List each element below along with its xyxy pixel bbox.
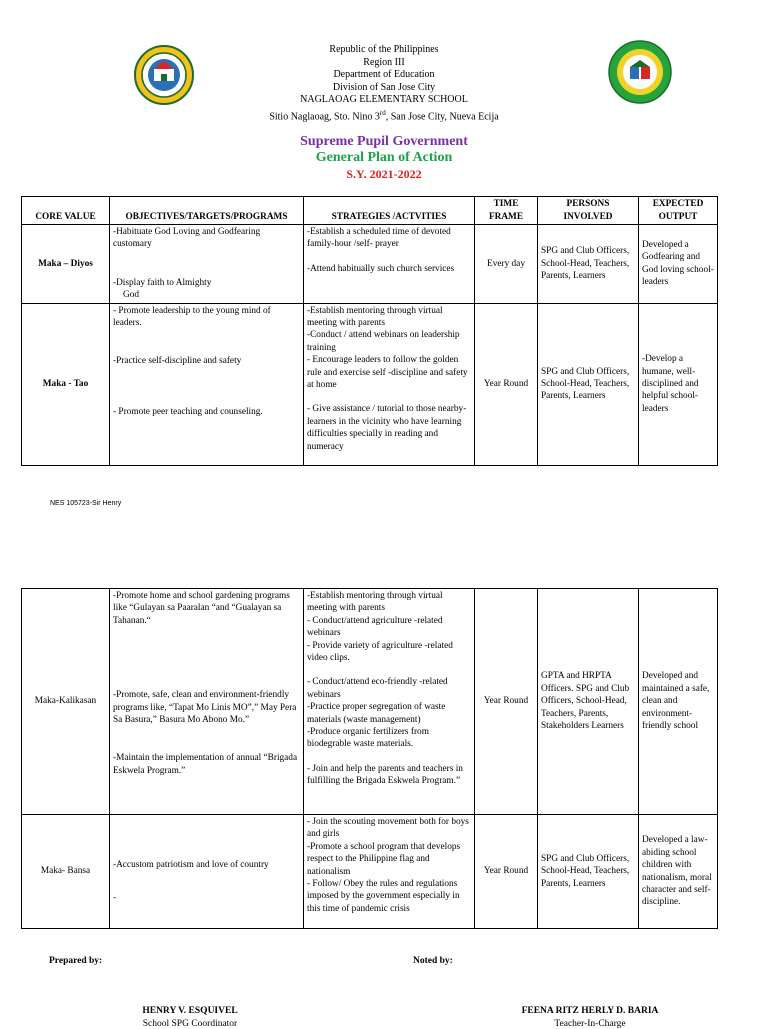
persons-cell: SPG and Club Officers, School-Head, Teachers, Parents, Learners xyxy=(538,303,639,465)
objective-text: -Promote, safe, clean and environment-friendly programs like, “Tapat Mo Linis MO”,” May Pera Sa Basura,” Basura Mo Abono Mo.” xyxy=(113,690,297,726)
prepared-by-label: Prepared by: xyxy=(49,956,103,966)
header-strategies: STRATEGIES /ACTVITIES xyxy=(304,197,475,225)
header-division: Division of San Jose City xyxy=(332,81,436,93)
strategy-text: -Promote a school program that develops respect to the Philippine flag and nationalism xyxy=(307,841,461,877)
strategy-text: - Follow/ Obey the rules and regulations imposed by the government especially in this time of pandemic crisis xyxy=(307,879,460,914)
core-value-cell: Maka-Kalikasan xyxy=(22,589,110,815)
objective-text: -Display faith to Almighty xyxy=(113,277,212,288)
strategy-text: - Encourage leaders to follow the golden rule and exercise self -discipline and safety at home xyxy=(307,355,468,391)
strategies-cell xyxy=(304,303,475,465)
table-header-row xyxy=(22,197,718,225)
objective-text: - Promote leadership to the young mind of leaders. xyxy=(113,305,271,329)
objective-text: -Accustom patriotism and love of country xyxy=(113,860,269,871)
objective-text: -Promote home and school gardening programs like “Gulayan sa Paaralan “and “Gualayan sa Tahanan.“ xyxy=(113,591,290,626)
header-republic: Republic of the Philippines xyxy=(329,44,439,55)
letterhead xyxy=(0,44,768,123)
strategies-cell xyxy=(304,225,475,304)
output-cell: Developed a Godfearing and God loving school-leaders xyxy=(639,225,718,304)
objective-text: -Maintain the implementation of annual “Brigada Eskwela Program.” xyxy=(113,753,298,776)
objectives-cell xyxy=(110,225,304,304)
prepared-by-role: School SPG Coordinator xyxy=(142,1019,238,1029)
time-frame-cell: Year Round xyxy=(475,815,538,929)
strategies-cell xyxy=(304,589,475,815)
noted-by-role: Teacher-In-Charge xyxy=(554,1019,626,1029)
strategy-text: -Practice proper segregation of waste materials (waste management) xyxy=(307,702,446,725)
document-subtitle: General Plan of Action xyxy=(315,150,453,165)
strategy-text: -Establish mentoring through virtual meeting with parents xyxy=(307,591,443,614)
header-region: Region III xyxy=(363,56,405,68)
strategy-text: -Establish a scheduled time of devoted family-hour /self- prayer xyxy=(307,227,451,250)
persons-cell: SPG and Club Officers, School-Head, Teachers, Parents, Learners xyxy=(538,815,639,929)
objective-text: - Promote peer teaching and counseling. xyxy=(113,406,263,417)
strategy-text: - Provide variety of agriculture -related video clips. xyxy=(307,640,453,664)
output-cell: Developed and maintained a safe, clean and environment-friendly school xyxy=(639,589,718,815)
header-expected-output: EXPECTED OUTPUT xyxy=(639,197,718,225)
strategy-text: - Conduct/attend agriculture -related webinars xyxy=(307,615,443,639)
objectives-cell xyxy=(110,303,304,465)
prepared-by-name: HENRY V. ESQUIVEL xyxy=(142,1006,238,1016)
header-department: Department of Education xyxy=(333,69,435,80)
output-cell: Developed a law-abiding school children with nationalism, moral character and self-discipline. xyxy=(639,815,718,929)
time-frame-cell: Year Round xyxy=(475,303,538,465)
header-objectives: OBJECTIVES/TARGETS/PROGRAMS xyxy=(110,197,304,225)
noted-by-name: FEENA RITZ HERLY D. BARIA xyxy=(521,1006,659,1016)
strategy-text: -Produce organic fertilizers from biodegrable waste materials. xyxy=(307,727,429,750)
strategy-text: - Join and help the parents and teachers in fulfilling the Brigada Eskwela Program.” xyxy=(307,763,463,787)
time-frame-cell: Every day xyxy=(475,225,538,304)
table-row xyxy=(22,815,718,929)
objectives-cell xyxy=(110,589,304,815)
objective-text: -Practice self-discipline and safety xyxy=(113,356,242,367)
strategy-text: -Conduct / attend webinars on leadership training xyxy=(307,330,460,353)
core-value-cell: Maka – Diyos xyxy=(22,225,110,304)
objective-text: God xyxy=(123,290,140,301)
persons-cell: GPTA and HRPTA Officers. SPG and Club Officers, School-Head, Teachers, Parents, Stakeholders Learners xyxy=(538,589,639,815)
persons-cell: SPG and Club Officers, School-Head, Teachers, Parents, Learners xyxy=(538,225,639,304)
core-value-cell: Maka- Bansa xyxy=(22,815,110,929)
table-row xyxy=(22,303,718,465)
table-row xyxy=(22,589,718,815)
strategy-text: -Attend habitually such church services xyxy=(307,263,455,274)
strategy-text: - Conduct/attend eco-friendly -related webinars xyxy=(307,677,448,700)
table-row xyxy=(22,225,718,304)
strategy-text: - Give assistance / tutorial to those nearby- learners in the vicinity who have learning difficulties specially in reading and numeracy xyxy=(307,404,467,452)
strategy-text: - Join the scouting movement both for boys and girls xyxy=(307,817,469,840)
noted-by-label: Noted by: xyxy=(413,956,453,966)
header-time-frame: TIME FRAME xyxy=(475,197,538,225)
output-cell: -Develop a humane, well-disciplined and helpful school-leaders xyxy=(639,303,718,465)
core-value-cell: Maka - Tao xyxy=(22,303,110,465)
plan-table-part2 xyxy=(21,588,718,929)
plan-table-part1 xyxy=(21,196,718,466)
header-persons-involved: PERSONS INVOLVED xyxy=(538,197,639,225)
header-school-name: NAGLAOAG ELEMENTARY SCHOOL xyxy=(300,94,468,105)
objective-text: - xyxy=(113,892,117,903)
strategy-text: -Establish mentoring through virtual meeting with parents xyxy=(307,305,443,329)
document-title: Supreme Pupil Government xyxy=(300,134,468,149)
strategies-cell xyxy=(304,815,475,929)
header-core-value: CORE VALUE xyxy=(22,197,110,225)
time-frame-cell: Year Round xyxy=(475,589,538,815)
objectives-cell xyxy=(110,815,304,929)
objective-text: -Habituate God Loving and Godfearing customary xyxy=(113,227,261,250)
header-address: Sitio Naglaoag, Sto. Nino 3rd, San Jose City, Nueva Ecija xyxy=(269,108,499,122)
school-year: S.Y. 2021-2022 xyxy=(346,167,422,181)
page-footnote: NES 105723-Sir Henry xyxy=(50,500,122,507)
